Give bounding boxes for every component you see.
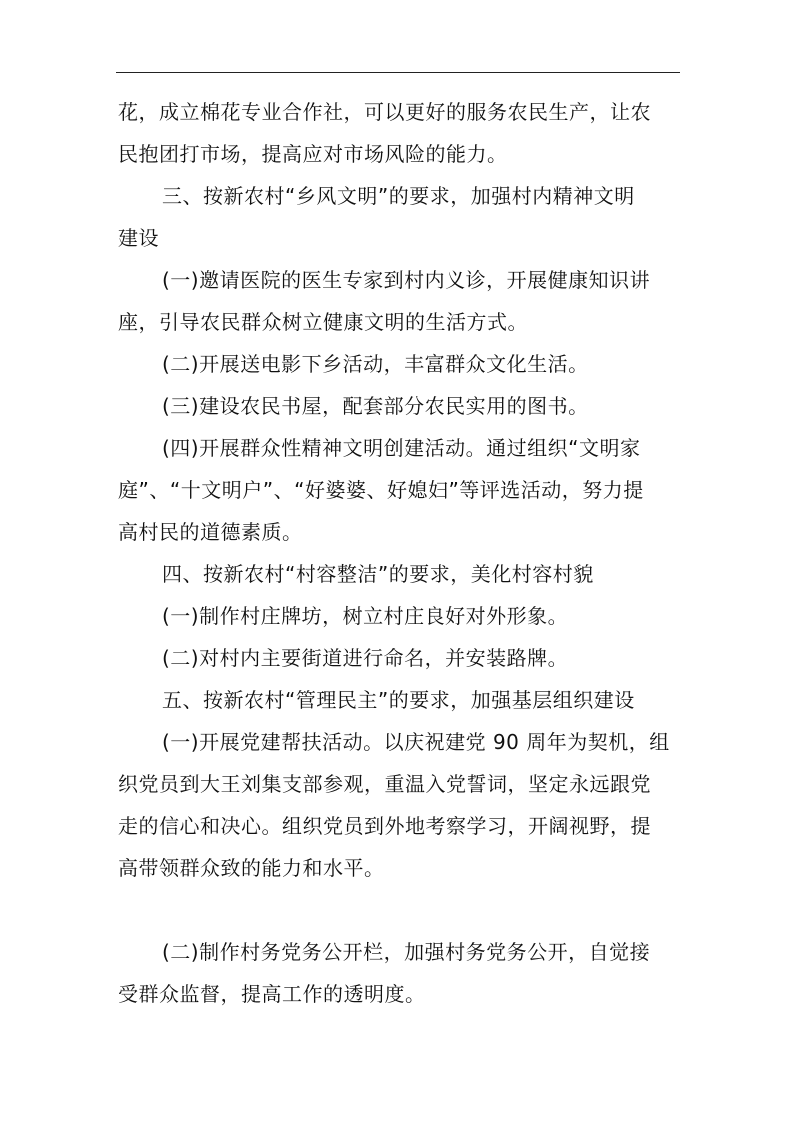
text-line: 织党员到大王刘集支部参观，重温入党誓词，坚定永远跟党 [118,772,651,796]
text-line: (三)建设农民书屋，配套部分农民实用的图书。 [162,394,589,418]
text-line: 高村民的道德素质。 [118,520,303,544]
text-line: 走的信心和决心。组织党员到外地考察学习，开阔视野，提 [118,814,651,838]
text-line: 座，引导农民群众树立健康文明的生活方式。 [118,310,528,334]
text-line: (一)邀请医院的医生专家到村内义诊，开展健康知识讲 [162,268,651,292]
text-line: (四)开展群众性精神文明创建活动。通过组织“文明家 [162,436,641,460]
section-heading-three: 三、按新农村“乡风文明”的要求，加强村内精神文明 [162,184,635,208]
text-line: 高带领群众致的能力和水平。 [118,856,385,880]
text-line: 庭”、“十文明户”、“好婆婆、好媳妇”等评选活动，努力提 [118,478,644,502]
text-line: 受群众监督，提高工作的透明度。 [118,982,426,1006]
text-line: 民抱团打市场，提高应对市场风险的能力。 [118,142,508,166]
text-line: (一)制作村庄牌坊，树立村庄良好对外形象。 [162,604,569,628]
text-line: 花，成立棉花专业合作社，可以更好的服务农民生产，让农 [118,100,651,124]
header-rule [116,72,680,73]
section-heading-three-cont: 建设 [118,226,159,250]
text-line: (一)开展党建帮扶活动。以庆祝建党 90 周年为契机，组 [162,730,670,754]
text-line: (二)制作村务党务公开栏，加强村务党务公开，自觉接 [162,940,651,964]
text-line: (二)开展送电影下乡活动，丰富群众文化生活。 [162,352,589,376]
section-heading-four: 四、按新农村“村容整洁”的要求，美化村容村貌 [162,562,594,586]
section-heading-five: 五、按新农村“管理民主”的要求，加强基层组织建设 [162,688,635,712]
text-line: (二)对村内主要街道进行命名，并安装路牌。 [162,646,569,670]
